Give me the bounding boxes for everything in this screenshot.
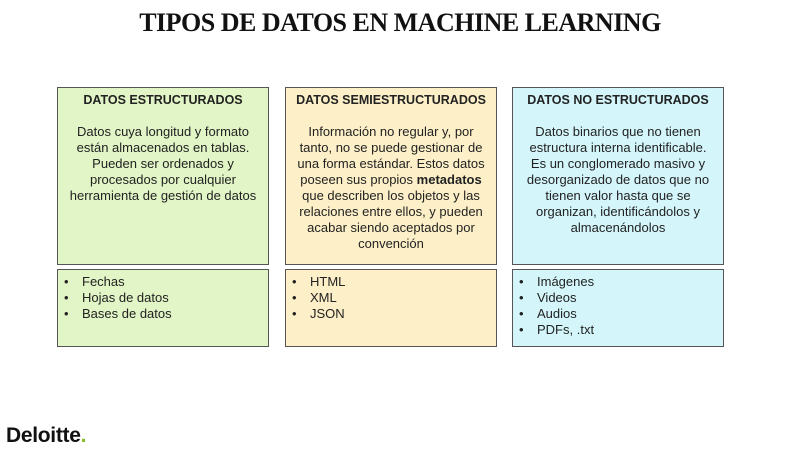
list-item: [519, 322, 723, 338]
semistructured-examples-box: [285, 269, 497, 347]
bullet-icon: •: [519, 322, 524, 337]
structured-description: [66, 124, 260, 204]
list-item: [292, 274, 496, 290]
unstructured-description-text: Datos binarios que no tienen estructura interna identificable. Es un conglomerado masivo y desorganizado de datos que no tienen valor hasta que se organizan, identificándolos y almacenándolos: [526, 124, 710, 235]
bullet-icon: •: [292, 290, 297, 305]
list-item-label: Imágenes: [537, 274, 595, 289]
unstructured-heading: DATOS NO ESTRUCTURADOS: [527, 93, 709, 107]
list-item: [64, 306, 268, 322]
unstructured-description: [521, 124, 715, 236]
list-item-label: Hojas de datos: [82, 290, 169, 305]
list-item: [64, 290, 268, 306]
bullet-icon: •: [519, 274, 524, 289]
unstructured-description-box: [512, 87, 724, 265]
list-item: [64, 274, 268, 290]
structured-examples-list: [58, 274, 268, 322]
structured-heading: DATOS ESTRUCTURADOS: [83, 93, 243, 107]
bullet-icon: •: [64, 274, 69, 289]
bullet-icon: •: [64, 306, 69, 321]
list-item: [519, 306, 723, 322]
list-item-label: JSON: [310, 306, 345, 321]
bullet-icon: •: [292, 274, 297, 289]
list-item: [519, 274, 723, 290]
bullet-icon: •: [292, 306, 297, 321]
structured-description-box: [57, 87, 269, 265]
semistructured-description-bold: metadatos: [416, 172, 482, 187]
list-item: [292, 306, 496, 322]
list-item-label: Fechas: [82, 274, 125, 289]
list-item: [292, 290, 496, 306]
semistructured-description-text: Información no regular y, por tanto, no se puede gestionar de una forma estándar. Estos datos poseen sus propios: [297, 124, 485, 187]
logo-text: Deloitte: [6, 424, 81, 447]
deloitte-logo: [6, 424, 86, 448]
bullet-icon: •: [519, 306, 524, 321]
unstructured-examples-box: [512, 269, 724, 347]
list-item: [519, 290, 723, 306]
list-item-label: Audios: [537, 306, 577, 321]
list-item-label: PDFs, .txt: [537, 322, 595, 337]
unstructured-examples-list: [513, 274, 723, 338]
semistructured-description-text-end: que describen los objetos y las relaciones entre ellos, y pueden acabar siendo aceptados por convención: [299, 188, 483, 251]
structured-examples-box: [57, 269, 269, 347]
semistructured-description: [294, 124, 488, 252]
structured-description-text: Datos cuya longitud y formato están almacenados en tablas. Pueden ser ordenados y procesados por cualquier herramienta de gestión de datos: [69, 124, 257, 203]
list-item-label: HTML: [310, 274, 346, 289]
list-item-label: Videos: [537, 290, 577, 305]
semistructured-examples-list: [286, 274, 496, 322]
list-item-label: XML: [310, 290, 337, 305]
page-title: TIPOS DE DATOS EN MACHINE LEARNING: [139, 8, 661, 37]
logo-dot: .: [80, 424, 87, 447]
list-item-label: Bases de datos: [82, 306, 172, 321]
bullet-icon: •: [64, 290, 69, 305]
semistructured-description-box: [285, 87, 497, 265]
bullet-icon: •: [519, 290, 524, 305]
semistructured-heading: DATOS SEMIESTRUCTURADOS: [296, 93, 486, 107]
